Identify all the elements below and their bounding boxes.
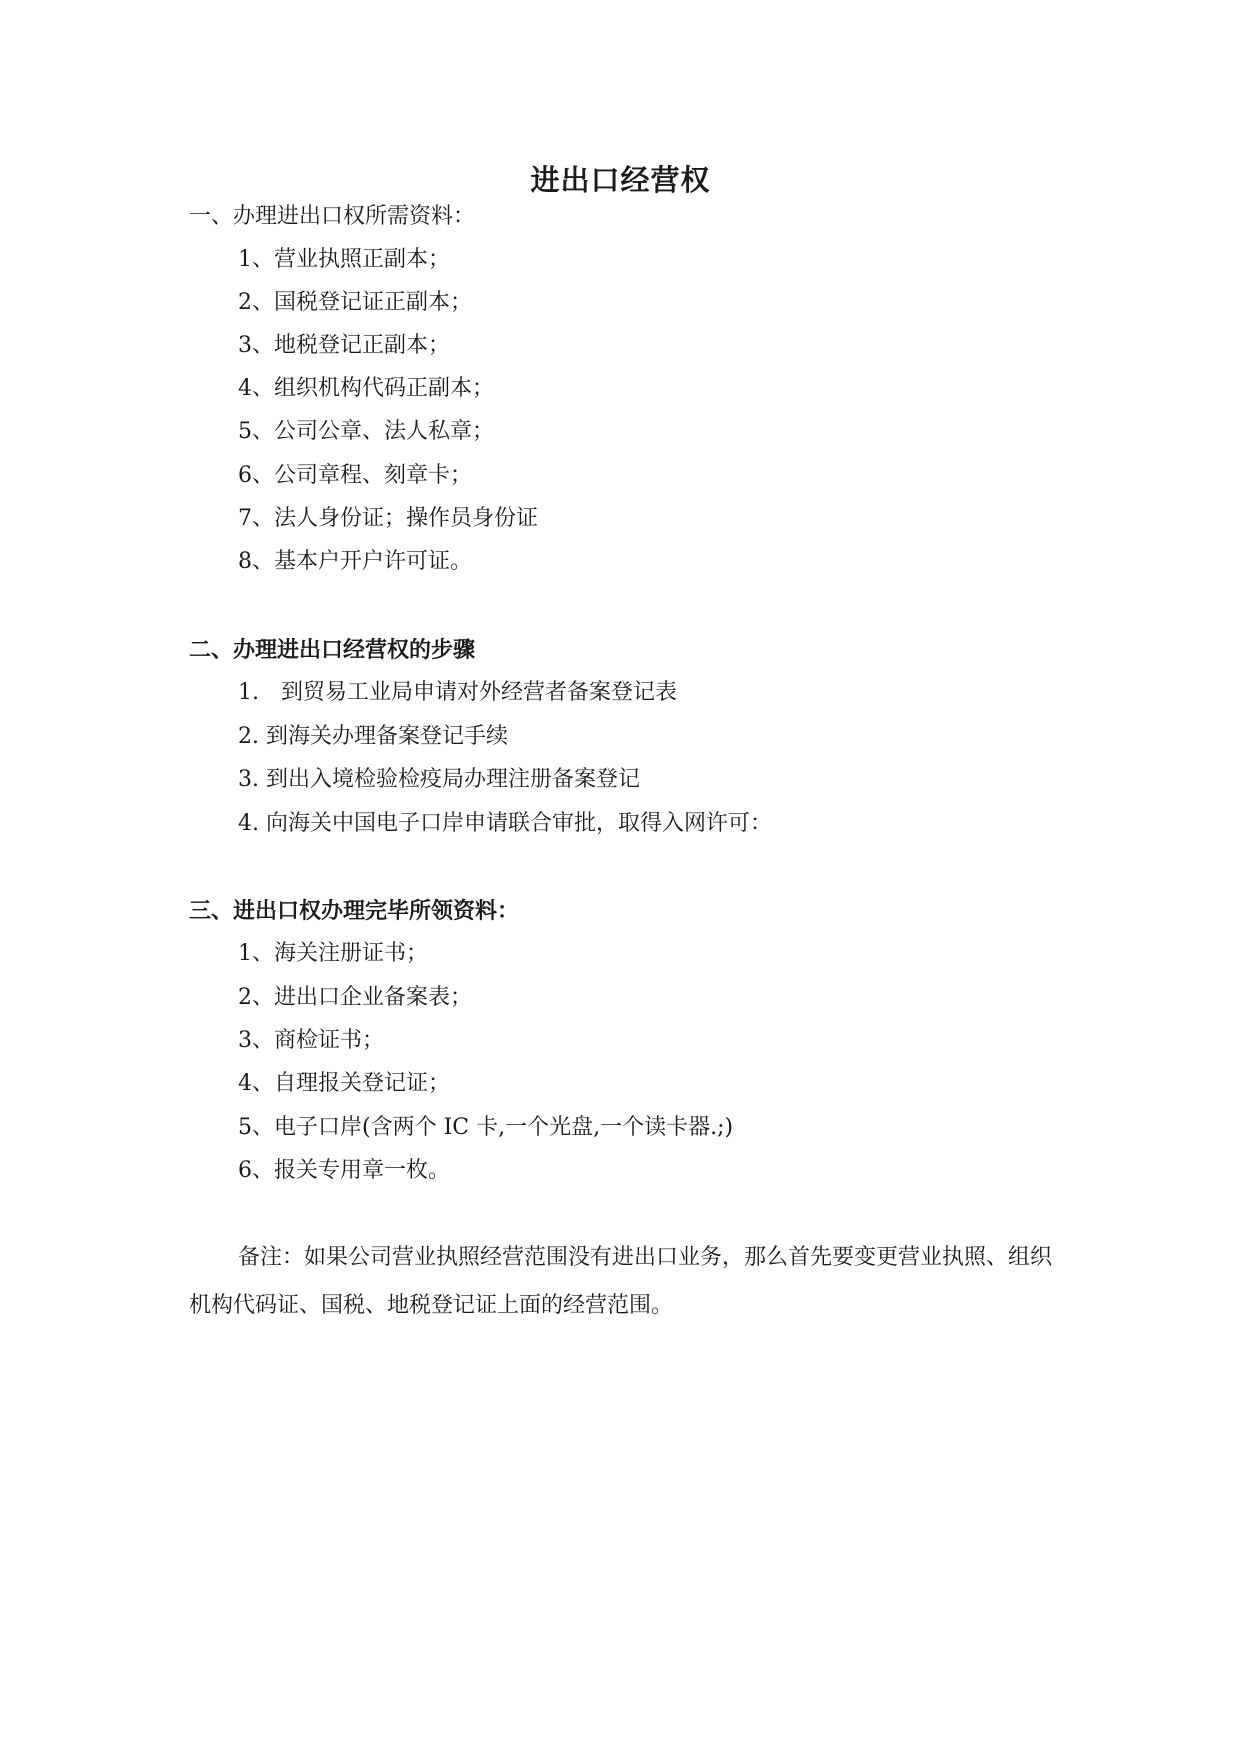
section1-item-7: 7、法人身份证；操作员身份证 <box>238 506 538 531</box>
section3-item-2: 2、进出口企业备案表； <box>238 985 472 1010</box>
section3-item-5: 5、电子口岸(含两个 IC 卡,一个光盘,一个读卡器.;) <box>238 1115 734 1140</box>
note-paragraph: 备注：如果公司营业执照经营范围没有进出口业务，那么首先要变更营业执照、组织机构代码证、国税、地税登记证上面的经营范围。 <box>189 1245 1053 1318</box>
section1-item-4: 4、组织机构代码正副本； <box>238 376 494 401</box>
section1-item-5: 5、公司公章、法人私章； <box>238 419 494 444</box>
section2-heading: 二、办理进出口经营权的步骤 <box>189 637 476 663</box>
section1-heading: 一、办理进出口权所需资料： <box>189 204 476 229</box>
section1-item-6: 6、公司章程、刻章卡； <box>238 463 472 488</box>
section1-item-2: 2、国税登记证正副本； <box>238 290 472 315</box>
section2-step-1: 1. 到贸易工业局申请对外经营者备案登记表 <box>238 680 677 705</box>
section1-item-8: 8、基本户开户许可证。 <box>238 549 472 574</box>
document-title: 进出口经营权 <box>530 163 711 197</box>
section2-step-4: 4. 向海关中国电子口岸申请联合审批，取得入网许可： <box>238 811 772 836</box>
section3-item-1: 1、海关注册证书； <box>238 941 428 966</box>
section2-step-3: 3. 到出入境检验检疫局办理注册备案登记 <box>238 767 640 792</box>
section1-item-3: 3、地税登记正副本； <box>238 333 450 358</box>
section2-step-2: 2. 到海关办理备案登记手续 <box>238 724 508 749</box>
section3-item-4: 4、自理报关登记证； <box>238 1071 450 1096</box>
section3-item-3: 3、商检证书； <box>238 1028 384 1053</box>
section3-heading: 三、进出口权办理完毕所领资料： <box>189 898 520 924</box>
section3-item-6: 6、报关专用章一枚。 <box>238 1158 450 1183</box>
section1-item-1: 1、营业执照正副本； <box>238 247 450 272</box>
